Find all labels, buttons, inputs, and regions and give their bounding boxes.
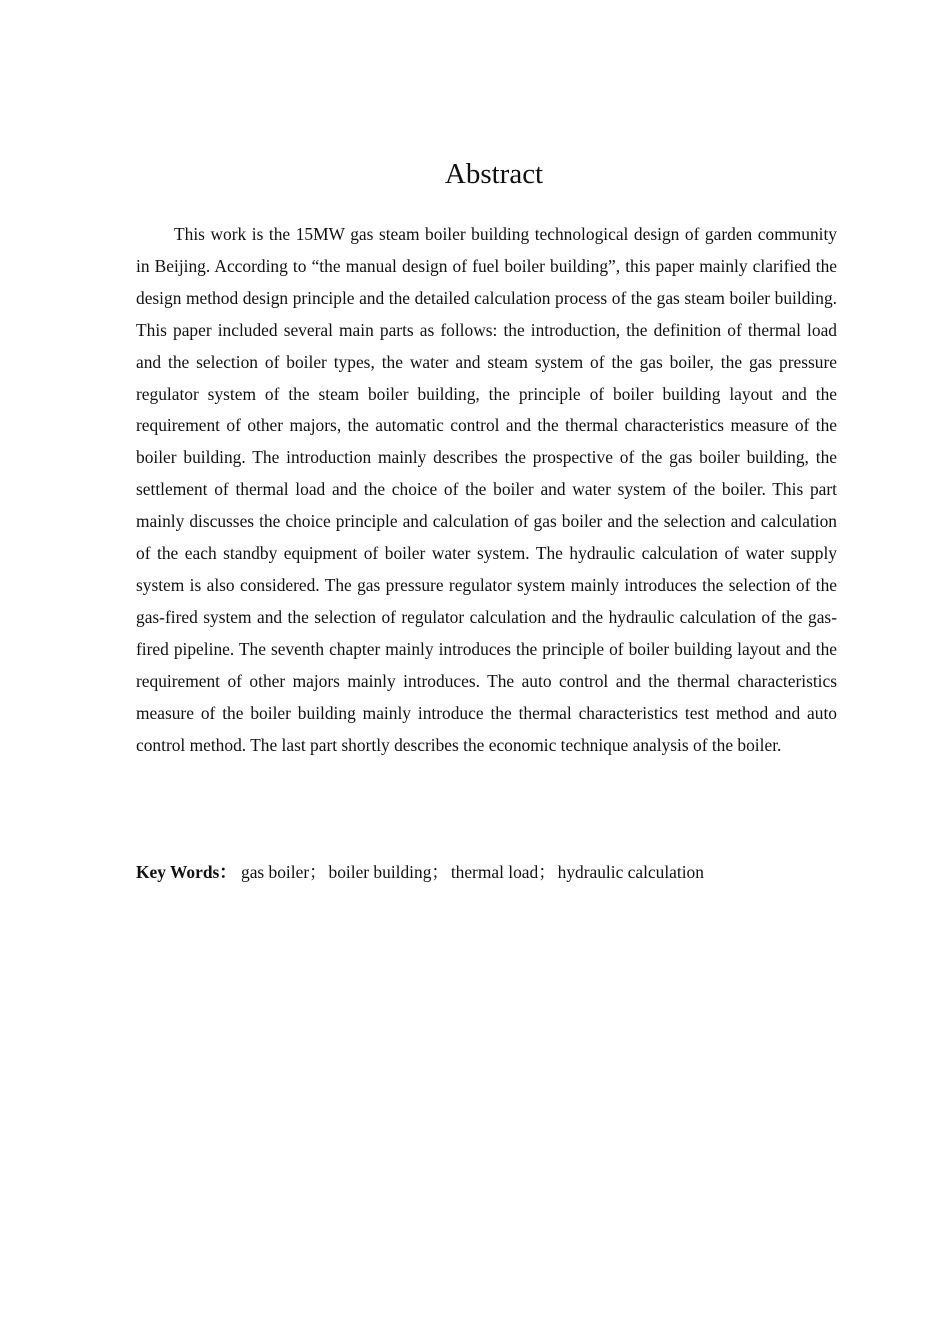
keyword-item: boiler building [328, 862, 432, 882]
keywords-line [136, 857, 837, 889]
abstract-body-text: This work is the 15MW gas steam boiler building technological design of garden community in Beijing. According to “the manual design of fuel boiler building”, this paper mainly clarified the design method design principle and the detailed calculation process of the gas steam boiler building. This paper included several main parts as follows: the introduction, the definition of thermal load and the selection of boiler types, the water and steam system of the gas boiler, the gas pressure regulator system of the steam boiler building, the principle of boiler building layout and the requirement of other majors, the automatic control and the thermal characteristics measure of the boiler building. The introduction mainly describes the prospective of the gas boiler building, the settlement of thermal load and the choice of the boiler and water system of the boiler. This part mainly discusses the choice principle and calculation of gas boiler and the selection and calculation of the each standby equipment of boiler water system. The hydraulic calculation of water supply system is also considered. The gas pressure regulator system mainly introduces the selection of the gas-fired system and the selection of regulator calculation and the hydraulic calculation of the gas-fired pipeline. The seventh chapter mainly introduces the principle of boiler building layout and the requirement of other majors mainly introduces. The auto control and the thermal characteristics measure of the boiler building mainly introduce the thermal characteristics test method and auto control method. The last part shortly describes the economic technique analysis of the boiler. [136, 224, 837, 755]
abstract-title: Abstract [444, 158, 544, 190]
keyword-separator: ； [431, 862, 449, 882]
keyword-item: thermal load [450, 862, 539, 882]
keywords-label: Key Words： [136, 862, 237, 882]
keyword-separator: ； [309, 862, 327, 882]
keyword-item: hydraulic calculation [557, 862, 704, 882]
keyword-item: gas boiler [241, 862, 310, 882]
keyword-separator: ； [538, 862, 556, 882]
